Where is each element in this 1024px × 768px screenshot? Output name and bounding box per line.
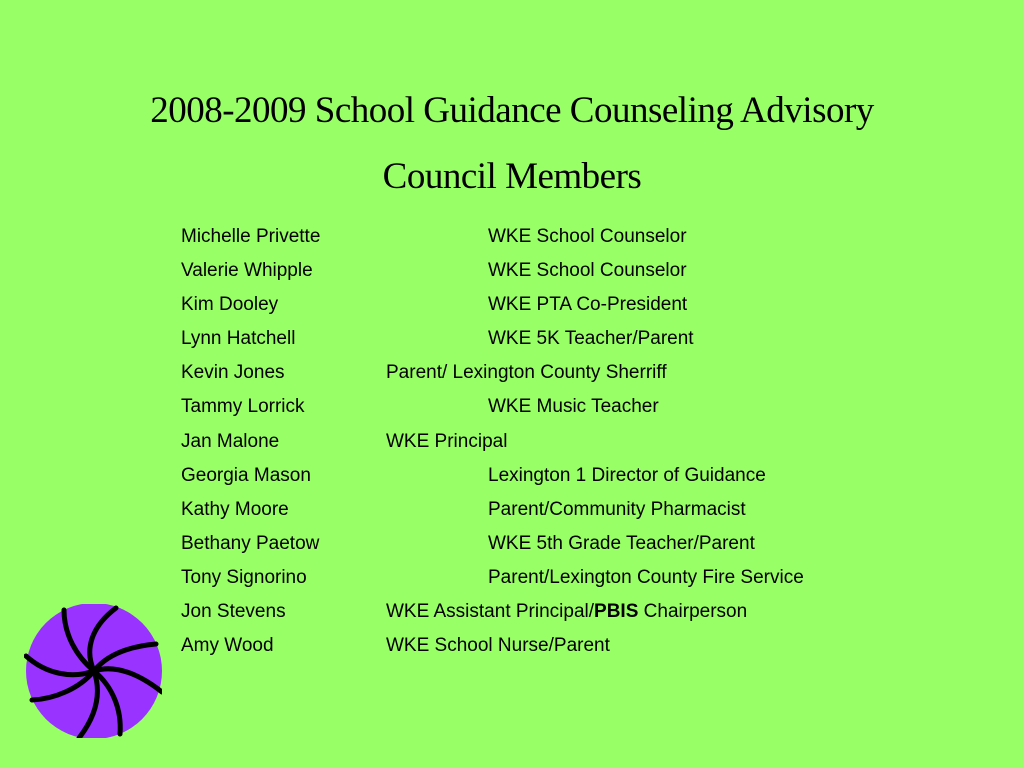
title-line-1: 2008-2009 School Guidance Counseling Advisory bbox=[150, 90, 874, 131]
member-role: Parent/ Lexington County Sherriff bbox=[386, 362, 667, 384]
member-row bbox=[181, 256, 881, 290]
member-name: Michelle Privette bbox=[181, 226, 321, 247]
member-name: Kevin Jones bbox=[181, 362, 285, 384]
member-row bbox=[181, 358, 881, 392]
member-row bbox=[181, 461, 881, 495]
member-name: Bethany Paetow bbox=[181, 532, 320, 554]
member-name: Valerie Whipple bbox=[181, 260, 313, 282]
member-role: WKE School Counselor bbox=[488, 226, 687, 247]
member-row bbox=[181, 324, 881, 358]
member-role: Parent/Community Pharmacist bbox=[488, 498, 746, 520]
member-role bbox=[386, 597, 747, 627]
slide-title bbox=[60, 78, 964, 210]
member-role-bold: PBIS bbox=[594, 601, 639, 623]
member-name: Jan Malone bbox=[181, 430, 280, 452]
member-name: Amy Wood bbox=[181, 635, 274, 657]
member-name: Kathy Moore bbox=[181, 498, 289, 520]
member-name: Jon Stevens bbox=[181, 601, 286, 623]
member-role: Parent/Lexington County Fire Service bbox=[488, 566, 804, 588]
member-role: WKE 5th Grade Teacher/Parent bbox=[488, 532, 755, 554]
member-row bbox=[181, 495, 881, 529]
member-role-prefix: WKE Assistant Principal/ bbox=[386, 601, 595, 623]
member-role: WKE School Counselor bbox=[488, 260, 687, 282]
member-row bbox=[181, 290, 881, 324]
member-role: WKE PTA Co-President bbox=[488, 294, 688, 316]
member-role: WKE 5K Teacher/Parent bbox=[488, 328, 694, 350]
member-row bbox=[181, 222, 881, 256]
member-role: Lexington 1 Director of Guidance bbox=[488, 464, 766, 486]
member-list bbox=[181, 222, 881, 665]
member-name: Georgia Mason bbox=[181, 464, 311, 486]
title-line-2: Council Members bbox=[382, 156, 642, 197]
purple-pinwheel-icon bbox=[24, 604, 164, 738]
member-name: Tammy Lorrick bbox=[181, 396, 305, 418]
member-role: WKE Music Teacher bbox=[488, 396, 659, 418]
member-row bbox=[181, 529, 881, 563]
member-row bbox=[181, 563, 881, 597]
member-name: Kim Dooley bbox=[181, 294, 279, 316]
member-row bbox=[181, 597, 881, 631]
member-role: WKE Principal bbox=[386, 430, 508, 452]
member-row bbox=[181, 392, 881, 426]
member-row bbox=[181, 427, 881, 461]
member-role-suffix: Chairperson bbox=[638, 601, 748, 623]
member-row bbox=[181, 631, 881, 665]
member-role: WKE School Nurse/Parent bbox=[386, 635, 610, 657]
member-name: Tony Signorino bbox=[181, 566, 307, 588]
member-name: Lynn Hatchell bbox=[181, 328, 296, 350]
